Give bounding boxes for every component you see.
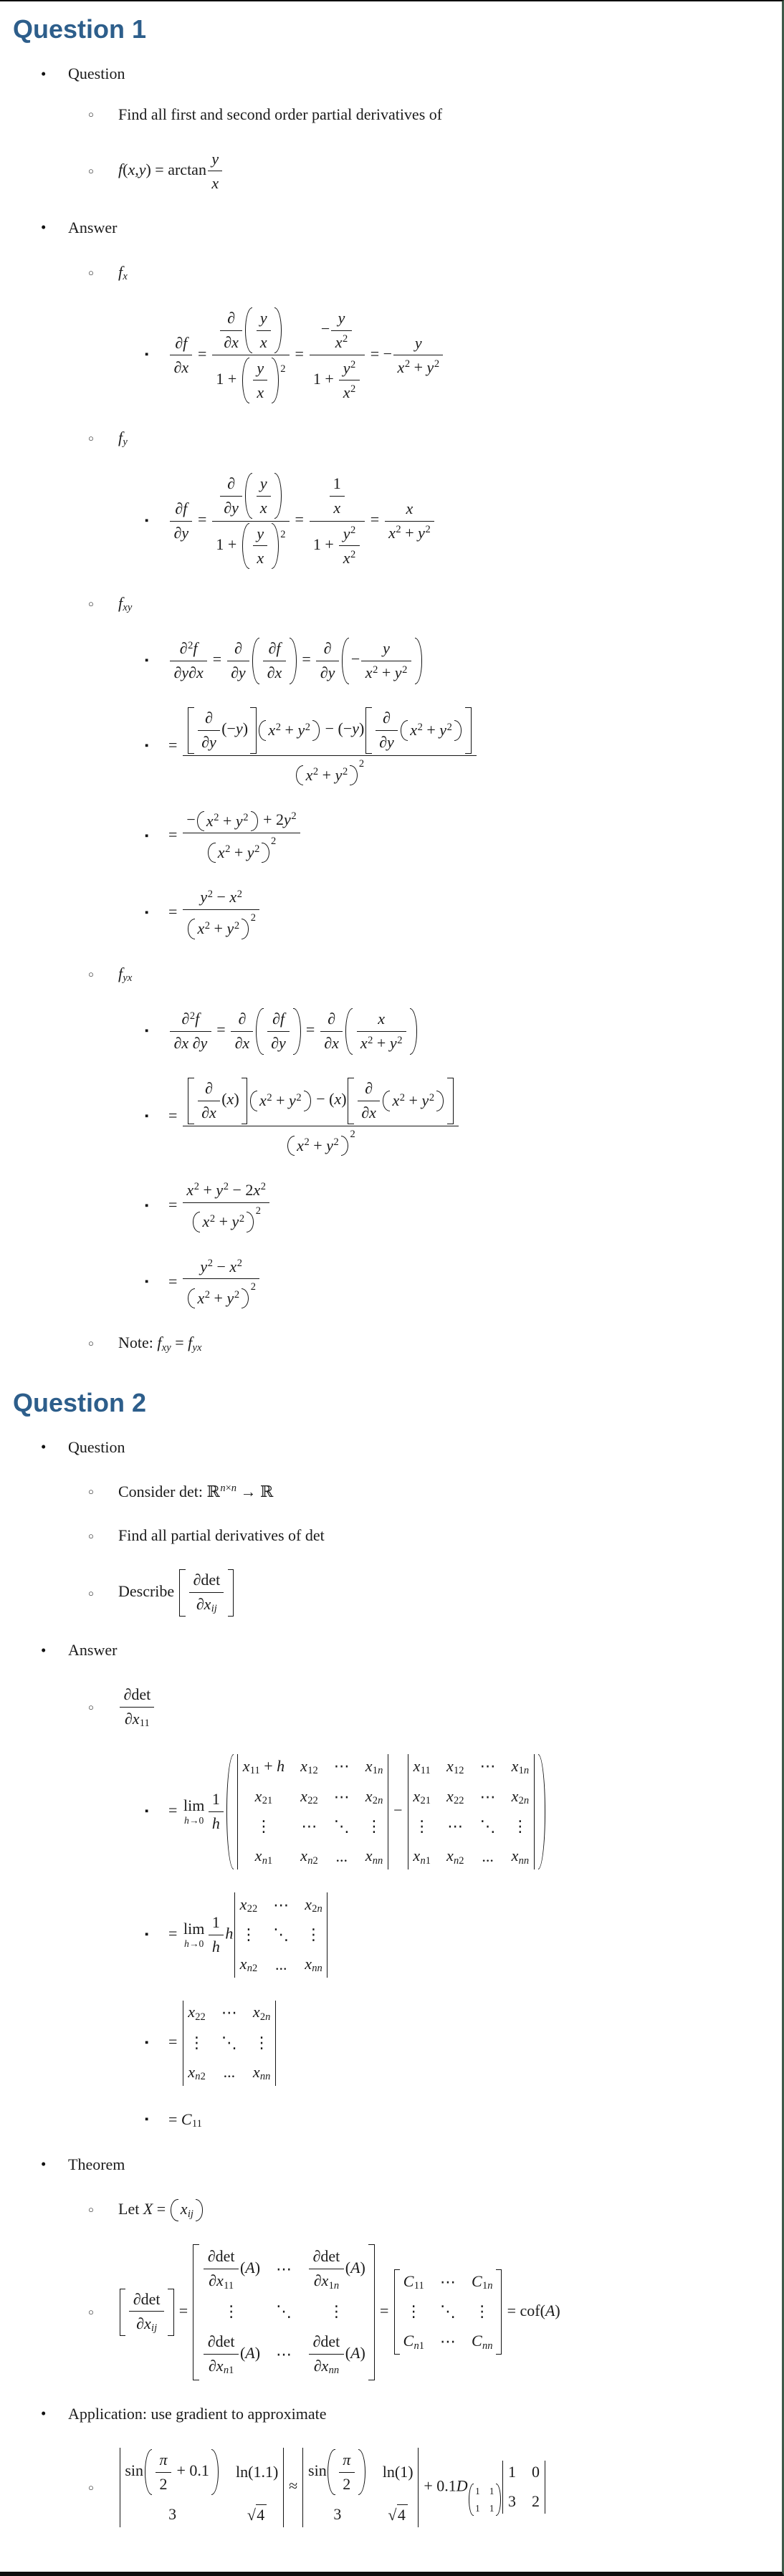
math-expression (168, 1078, 460, 1157)
circle-bullet-icon: ○ (88, 166, 94, 177)
circle-bullet-icon: ○ (88, 969, 94, 980)
section-heading: Question 2 (13, 1387, 147, 1417)
math-line: = lim h→0 $\frac{1}{h}$ x11 + h x12 ⋯ x1n x21 x22 ⋯ x2n ⋮ ⋯ ⋱ ⋮ xn1 xn2 ... xnn − x11 x12 ⋯ x1n x21 x22 ⋯ x2n ⋮ ⋯ ⋱ ⋮ xn1 xn2 ... xnn (168, 1754, 547, 1869)
square-bullet-icon: ▪ (145, 2036, 149, 2049)
square-bullet-icon: ▪ (145, 654, 149, 666)
math-line: $\frac{\partial\det}{\text{∂xij}}$ = $\frac{\partial\det}{\partial x11}$ (A) ⋯ $\frac{\partial\det}{\partial x1n}$ (A) ⋮ ⋱ ⋮ $\frac{\partial\det}{\partial xn1}$ (A) ⋯ $\frac{\partial\det}{\text{∂xnn}}$ (A) = C11 ⋯ C1n ⋮ ⋱ ⋮ Cn1 ⋯ Cnn = cof(A) (118, 2244, 560, 2380)
list-item (0, 1754, 778, 1869)
math-expression (168, 809, 302, 863)
list-item (0, 2001, 778, 2086)
math-expression (168, 307, 445, 404)
item-text: Answer (68, 219, 118, 237)
circle-bullet-icon: ○ (88, 109, 94, 120)
list-item (0, 1256, 778, 1310)
list-item (0, 963, 778, 985)
list-item (0, 886, 778, 940)
disc-bullet-icon: • (41, 64, 47, 82)
list-item (0, 1639, 778, 1661)
section-heading: Question 1 (13, 14, 147, 44)
math-expression (168, 1754, 547, 1869)
math-line: Let X = xij (118, 2199, 204, 2221)
disc-bullet-icon: • (41, 2405, 47, 2423)
math-expression (118, 2198, 204, 2221)
square-bullet-icon: ▪ (145, 2113, 149, 2125)
circle-bullet-icon: ○ (88, 2204, 94, 2216)
math-line: Note: fxy = fyx (118, 1334, 202, 1354)
math-line: fy (118, 428, 128, 449)
notes-document (0, 14, 778, 2527)
math-line: = − x2 + y2 + 2y2 x2 + y2 2 (168, 809, 302, 863)
square-bullet-icon: ▪ (145, 1928, 149, 1940)
math-expression (118, 427, 128, 449)
math-expression (118, 148, 224, 194)
circle-bullet-icon: ○ (88, 1338, 94, 1349)
disc-bullet-icon: • (41, 219, 47, 236)
item-text: Find all first and second order partial derivatives of (118, 105, 443, 124)
circle-bullet-icon: ○ (88, 598, 94, 610)
list-item (0, 262, 778, 284)
square-bullet-icon: ▪ (145, 1111, 149, 1123)
list-item (0, 472, 778, 570)
list-item (0, 1179, 778, 1233)
circle-bullet-icon: ○ (88, 1702, 94, 1713)
circle-bullet-icon: ○ (88, 1530, 94, 1541)
math-line: $\frac{\partial 2f}{\partial x \partial y}$ = $\frac{\partial}{\partial x}$ $\frac{\partial f}{\partial y}$ = $\frac{\partial}{\partial x}$ $\frac{x}{x2 + y2}$ (168, 1008, 419, 1054)
math-line: f(x,y) = arctan $\frac{y}{x}$ (118, 148, 224, 194)
math-expression (118, 2448, 546, 2527)
math-expression (168, 472, 436, 570)
math-line: = $\frac{\partial}{\partial x}$ (x) x2 + y2 − (x) $\frac{\partial}{\partial x}$ x2 + y2 x2 + y2 2 (168, 1078, 460, 1157)
list-item (0, 593, 778, 615)
math-line: Describe $\frac{\partial\det}{\text{∂xij}}$ (118, 1569, 235, 1617)
math-line: $\frac{\partial f}{\partial x}$ = $\frac{\partial}{\partial x}$ $\frac{y}{x}$ 1 + $\frac{y}{x}$ 2 = − $\frac{y}{x2}$ 1 + $\frac{y2}{x2}$ = − $\frac{y}{x2 + y2}$ (168, 307, 445, 404)
circle-bullet-icon: ○ (88, 2481, 94, 2493)
list-item (0, 2448, 778, 2527)
math-line: fxy (118, 593, 133, 614)
square-bullet-icon: ▪ (145, 349, 149, 361)
square-bullet-icon: ▪ (145, 1276, 149, 1288)
item-text: Question (68, 1438, 125, 1457)
math-expression (168, 886, 261, 940)
math-line: = y2 − x2 x2 + y2 2 (168, 1256, 261, 1310)
list-item (0, 2244, 778, 2380)
list-item (0, 2198, 778, 2221)
math-line: = C11 (168, 2110, 202, 2130)
math-line: $\frac{\partial 2f}{\partial y\partial x}$ = $\frac{\partial}{\partial y}$ $\frac{\partial f}{\partial x}$ = $\frac{\partial}{\partial y}$ − $\frac{y}{x2 + y2}$ (168, 638, 424, 684)
math-expression (168, 2001, 277, 2086)
square-bullet-icon: ▪ (145, 1025, 149, 1037)
disc-bullet-icon: • (41, 1641, 47, 1659)
math-expression (118, 1569, 235, 1617)
math-expression (168, 1892, 329, 1978)
disc-bullet-icon: • (41, 1438, 47, 1456)
math-expression (168, 1256, 261, 1310)
math-line: sin $\frac{\pi}{2}$ + 0.1 ln(1.1) 3 √4 ≈ sin $\frac{\pi}{2}$ ln(1) 3 √4 + 0.1D 1 1 1 1 1 0 3 2 (118, 2448, 546, 2527)
math-expression (118, 1481, 273, 1503)
math-line: $\frac{\partial f}{\partial y}$ = $\frac{\partial}{\partial y}$ $\frac{y}{x}$ 1 + $\frac{y}{x}$ 2 = $\frac{1}{x}$ 1 + $\frac{y2}{x2}$ = $\frac{x}{x2 + y2}$ (168, 472, 436, 570)
list-item (0, 707, 778, 786)
math-expression (118, 1684, 156, 1731)
list-item (0, 638, 778, 684)
list-item (0, 1078, 778, 1157)
list-item (0, 2109, 778, 2131)
math-line: fx (118, 262, 128, 283)
disc-bullet-icon: • (41, 2155, 47, 2173)
math-expression (118, 1332, 201, 1354)
math-expression (118, 963, 132, 985)
circle-bullet-icon: ○ (88, 1587, 94, 1599)
item-text: Theorem (68, 2155, 125, 2173)
list-item (0, 217, 778, 239)
list-item (0, 1437, 778, 1458)
math-line: Consider det: ℝn×n → ℝ (118, 1482, 274, 1500)
list-item (0, 1892, 778, 1978)
item-text: Answer (68, 1641, 118, 1660)
math-expression (168, 638, 424, 684)
list-item (0, 1525, 778, 1546)
math-line: = lim h→0 $\frac{1}{h}$ h x22 ⋯ x2n ⋮ ⋱ ⋮ xn2 ... xnn (168, 1892, 329, 1978)
math-expression (118, 262, 128, 284)
list-item (0, 104, 778, 125)
list-item (0, 63, 778, 85)
list-item (0, 2154, 778, 2175)
math-expression (168, 707, 478, 786)
circle-bullet-icon: ○ (88, 267, 94, 278)
circle-bullet-icon: ○ (88, 1486, 94, 1498)
circle-bullet-icon: ○ (88, 433, 94, 444)
math-line: $\frac{\partial\det}{\partial x11}$ (118, 1684, 156, 1731)
math-line: = x2 + y2 − 2x2 x2 + y2 2 (168, 1179, 272, 1233)
square-bullet-icon: ▪ (145, 830, 149, 842)
square-bullet-icon: ▪ (145, 907, 149, 919)
list-item (0, 1684, 778, 1731)
item-text: Application: use gradient to approximate (68, 2404, 327, 2423)
square-bullet-icon: ▪ (145, 1200, 149, 1212)
math-line: = $\frac{\partial}{\partial y}$ (−y) x2 + y2 − (−y) $\frac{\partial}{\partial y}$ x2 + y2 x2 + y2 2 (168, 707, 478, 786)
item-text: Question (68, 64, 125, 83)
circle-bullet-icon: ○ (88, 2307, 94, 2318)
math-expression (168, 1179, 272, 1233)
math-expression (168, 1008, 419, 1054)
list-item (0, 2403, 778, 2425)
list-item (0, 1481, 778, 1503)
list-item (0, 1569, 778, 1617)
math-line: = x22 ⋯ x2n ⋮ ⋱ ⋮ xn2 ... xnn (168, 2001, 277, 2086)
list-item (0, 307, 778, 404)
square-bullet-icon: ▪ (145, 514, 149, 527)
math-line: fyx (118, 964, 133, 985)
square-bullet-icon: ▪ (145, 740, 149, 752)
list-item (0, 148, 778, 194)
item-text: Find all partial derivatives of det (118, 1526, 325, 1545)
list-item (0, 427, 778, 449)
math-line: = y2 − x2 x2 + y2 2 (168, 886, 261, 940)
list-item (0, 809, 778, 863)
list-item (0, 1332, 778, 1354)
square-bullet-icon: ▪ (145, 1805, 149, 1817)
math-expression (118, 2244, 560, 2380)
math-expression (118, 593, 132, 615)
math-expression (168, 2109, 202, 2131)
list-item (0, 1008, 778, 1054)
